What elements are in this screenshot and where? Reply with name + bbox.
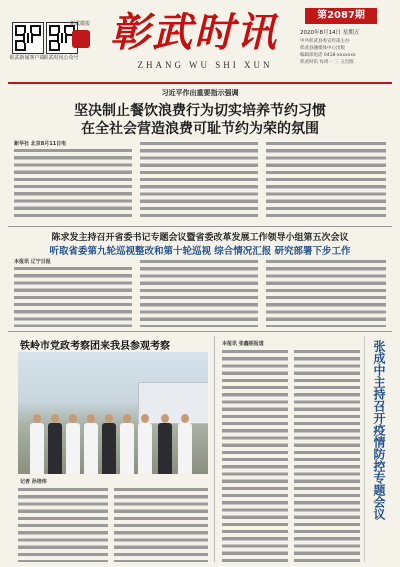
lead-headline-2: 在全社会营造浪费可耻节约为荣的氛围	[81, 121, 319, 137]
app-label-1: 新武微报	[70, 21, 91, 27]
section-divider	[8, 226, 392, 227]
middle-column-2	[294, 348, 360, 562]
second-column-3	[266, 258, 386, 327]
lead-column-1	[14, 147, 132, 221]
info-line: 彰武县融媒体中心出版	[300, 46, 345, 51]
qr-mid-label: 彰武时讯公众号	[43, 55, 79, 61]
qr-left-label: 彰武新闻客户端	[9, 55, 45, 61]
second-column-1	[14, 265, 132, 327]
feature-column-1	[18, 486, 108, 562]
issue-number: 第2087期	[305, 8, 377, 24]
issue-date: 2020年8月14日 星期五	[300, 30, 360, 36]
masthead	[0, 0, 400, 80]
second-headline-1: 陈求发主持召开省委书记专题会议暨省委改革发展工作领导小组第五次会议	[51, 233, 349, 243]
masthead-logo: 彰武时讯	[110, 9, 278, 56]
side-vertical-title: 张成中主持召开疫情防控专题会议	[372, 340, 386, 520]
lead-column-3	[266, 140, 386, 221]
person-figure	[48, 414, 62, 474]
masthead-divider	[8, 82, 392, 84]
person-figure	[158, 414, 172, 474]
person-figure	[178, 414, 192, 474]
person-figure	[84, 414, 98, 474]
person-figure	[30, 414, 44, 474]
person-figure	[120, 414, 134, 474]
info-line: 中共彰武县委宣传部主办	[300, 39, 350, 44]
app-logo-icon	[72, 30, 90, 48]
person-figure	[102, 414, 116, 474]
lead-headline-1: 坚决制止餐饮浪费行为切实培养节约习惯	[74, 103, 326, 119]
person-figure	[66, 414, 80, 474]
publication-info	[300, 38, 390, 66]
column-rule	[214, 336, 215, 562]
lead-column-2	[140, 140, 258, 221]
lead-kicker: 习近平作出重要指示强调	[161, 89, 239, 97]
middle-byline: 本报讯 张鑫铭报道	[222, 341, 264, 347]
section-divider	[8, 331, 392, 332]
second-headline-2: 听取省委第九轮巡视整改和第十轮巡视 综合情况汇报 研究部署下步工作	[49, 246, 351, 257]
middle-column-1	[222, 348, 288, 562]
feature-title: 铁岭市党政考察团来我县参观考察	[20, 341, 170, 352]
masthead-logo-en: ZHANG WU SHI XUN	[137, 60, 273, 70]
second-column-2	[140, 258, 258, 327]
lead-byline: 新华社 北京8月11日电	[14, 141, 67, 147]
column-rule	[364, 336, 365, 562]
feature-column-2	[114, 486, 208, 562]
info-line: 编辑部电话 0418-xxxxxxx	[300, 53, 356, 58]
feature-photo	[18, 352, 208, 474]
qr-code-left[interactable]	[12, 22, 44, 54]
info-line: 彰武时讯 每周一 三 五出版	[300, 60, 354, 65]
person-figure	[138, 414, 152, 474]
feature-byline: 记者 孙培伟	[20, 479, 47, 485]
second-byline: 本报讯 辽宁日报	[14, 259, 51, 265]
